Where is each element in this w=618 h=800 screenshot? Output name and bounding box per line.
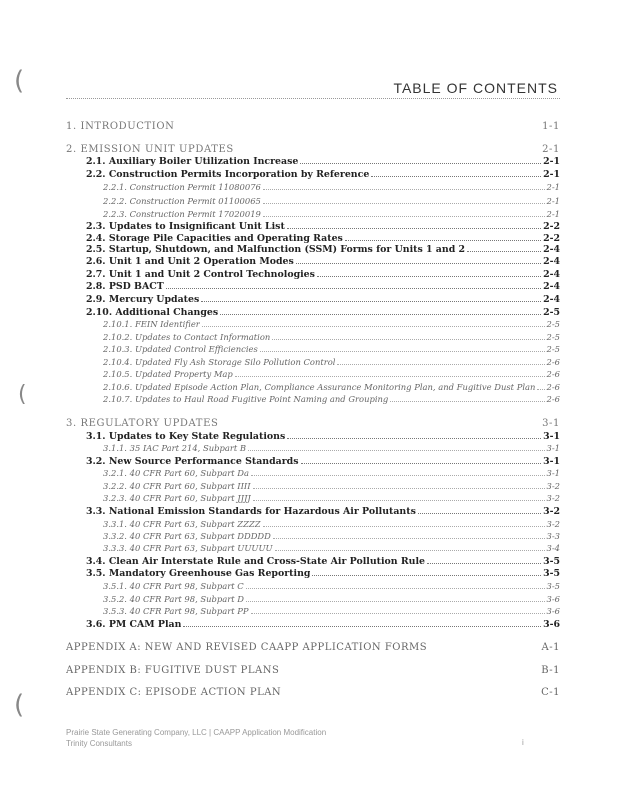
toc-entry-page: 3-2 xyxy=(543,506,560,517)
toc-entry[interactable] xyxy=(66,269,560,281)
toc-entry[interactable] xyxy=(66,156,560,168)
toc-entry-page: 2-6 xyxy=(546,382,560,392)
toc-entry-page: 2-1 xyxy=(546,182,560,192)
toc-entry-page: 2-4 xyxy=(543,294,560,305)
toc-entry[interactable] xyxy=(66,244,560,256)
toc-entry-title: 2.10.2. Updates to Contact Information xyxy=(103,332,271,342)
toc-entry[interactable] xyxy=(66,642,560,654)
toc-entry-title: 2.5. Startup, Shutdown, and Malfunction (SSM) Forms for Units 1 and 2 xyxy=(86,244,466,255)
toc-entry-title: 2.10. Additional Changes xyxy=(86,307,219,318)
page-footer xyxy=(66,727,326,749)
toc-entry-title: 2.10.5. Updated Property Map xyxy=(103,369,233,379)
toc-entry-title: 2.2.1. Construction Permit 11080076 xyxy=(103,182,261,192)
toc-entry[interactable] xyxy=(66,493,560,505)
toc-entry-page: 2-1 xyxy=(542,144,560,155)
toc-entry-title: 2.2.3. Construction Permit 17020019 xyxy=(103,209,261,219)
dot-leader xyxy=(418,513,541,514)
toc-entry-title: 3.4. Clean Air Interstate Rule and Cross-State Air Pollution Rule xyxy=(86,556,426,567)
toc-entry-page: 2-1 xyxy=(543,169,560,180)
toc-entry-page: 3-5 xyxy=(543,568,560,579)
dot-leader xyxy=(253,500,545,501)
toc-entry-page: 3-1 xyxy=(543,431,560,442)
toc-entry-title: 2.9. Mercury Updates xyxy=(86,294,200,305)
toc-entry-title: 2.1. Auxiliary Boiler Utilization Increase xyxy=(86,156,299,167)
toc-entry[interactable] xyxy=(66,581,560,593)
toc-entry-page: 2-2 xyxy=(543,233,560,244)
toc-entry-page: 3-3 xyxy=(546,531,560,541)
toc-entry[interactable] xyxy=(66,382,560,394)
toc-entry[interactable] xyxy=(66,418,560,430)
toc-entry-title: 3.5. Mandatory Greenhouse Gas Reporting xyxy=(86,568,311,579)
toc-entry-title: APPENDIX A: NEW AND REVISED CAAPP APPLICATION FORMS xyxy=(66,642,428,653)
toc-entry-page: 3-1 xyxy=(543,456,560,467)
toc-entry-title: 2.10.4. Updated Fly Ash Storage Silo Pollution Control xyxy=(103,357,336,367)
toc-entry[interactable] xyxy=(66,144,560,156)
dot-leader xyxy=(246,588,545,589)
dot-leader xyxy=(273,538,545,539)
toc-entry-title: 2.10.3. Updated Control Efficiencies xyxy=(103,344,258,354)
toc-entry-title: 2.10.1. FEIN Identifier xyxy=(103,319,200,329)
binder-hole-mark-icon: ( xyxy=(14,66,25,96)
toc-entry[interactable] xyxy=(66,169,560,181)
toc-entry-title: 3. REGULATORY UPDATES xyxy=(66,418,219,429)
dot-leader xyxy=(371,176,541,177)
dot-leader xyxy=(251,613,545,614)
toc-entry[interactable] xyxy=(66,256,560,268)
dot-leader xyxy=(275,550,545,551)
dot-leader xyxy=(235,376,545,377)
dot-leader xyxy=(337,364,544,365)
toc-entry-title: 2.10.6. Updated Episode Action Plan, Compliance Assurance Monitoring Plan, and Fugitive Dust Plan xyxy=(103,382,536,392)
toc-entry-title: 3.3.3. 40 CFR Part 63, Subpart UUUUU xyxy=(103,543,273,553)
toc-entry[interactable] xyxy=(66,357,560,369)
toc-entry-page: 3-6 xyxy=(543,619,560,630)
toc-entry[interactable] xyxy=(66,543,560,555)
toc-entry[interactable] xyxy=(66,606,560,618)
dot-leader xyxy=(202,326,545,327)
toc-entry[interactable] xyxy=(66,221,560,233)
toc-entry[interactable] xyxy=(66,182,560,194)
toc-entry-title: 3.3.1. 40 CFR Part 63, Subpart ZZZZ xyxy=(103,519,261,529)
toc-entry-page: 3-2 xyxy=(546,519,560,529)
toc-entry-title: 2.10.7. Updates to Haul Road Fugitive Point Naming and Grouping xyxy=(103,394,389,404)
toc-entry[interactable] xyxy=(66,506,560,518)
toc-entry-page: 3-2 xyxy=(546,493,560,503)
toc-entry-title: 3.3.2. 40 CFR Part 63, Subpart DDDDD xyxy=(103,531,271,541)
toc-entry[interactable] xyxy=(66,196,560,208)
toc-entry-page: 3-5 xyxy=(546,581,560,591)
toc-entry[interactable] xyxy=(66,665,560,677)
toc-entry-page: B-1 xyxy=(541,665,560,676)
dot-leader xyxy=(272,339,544,340)
toc-entry-title: 2.2. Construction Permits Incorporation by Reference xyxy=(86,169,370,180)
dot-leader xyxy=(263,526,545,527)
toc-entry-page: 2-6 xyxy=(546,369,560,379)
binder-hole-mark-icon: ( xyxy=(14,690,25,720)
dot-leader xyxy=(296,263,541,264)
toc-entry[interactable] xyxy=(66,456,560,468)
toc-entry-page: 2-6 xyxy=(546,394,560,404)
toc-entry[interactable] xyxy=(66,619,560,631)
dot-leader xyxy=(427,563,541,564)
toc-entry[interactable] xyxy=(66,431,560,443)
dot-leader xyxy=(263,189,545,190)
toc-entry-title: 3.5.1. 40 CFR Part 98, Subpart C xyxy=(103,581,244,591)
toc-entry-title: 2.2.2. Construction Permit 01100065 xyxy=(103,196,261,206)
toc-entry-page: A-1 xyxy=(541,642,560,653)
toc-entry-title: 3.1.1. 35 IAC Part 214, Subpart B xyxy=(103,443,247,453)
toc-entry-page: C-1 xyxy=(541,687,560,698)
dot-leader xyxy=(345,240,541,241)
toc-entry[interactable] xyxy=(66,281,560,293)
toc-entry[interactable] xyxy=(66,307,560,319)
toc-entry-title: 2.3. Updates to Insignificant Unit List xyxy=(86,221,285,232)
dot-leader xyxy=(287,438,541,439)
toc-entry[interactable] xyxy=(66,319,560,331)
toc-entry-page: 2-4 xyxy=(543,269,560,280)
toc-entry[interactable] xyxy=(66,468,560,480)
toc-entry[interactable] xyxy=(66,568,560,580)
toc-entry[interactable] xyxy=(66,443,560,455)
dot-leader xyxy=(253,488,545,489)
page-title: TABLE OF CONTENTS xyxy=(393,80,558,96)
dot-leader xyxy=(263,203,545,204)
toc-entry-page: 3-1 xyxy=(546,443,560,453)
toc-entry-title: 3.2.1. 40 CFR Part 60, Subpart Da xyxy=(103,468,249,478)
toc-entry[interactable] xyxy=(66,369,560,381)
dot-leader xyxy=(301,463,542,464)
dot-leader xyxy=(220,314,541,315)
toc-entry-page: 3-5 xyxy=(543,556,560,567)
toc-entry-page: 3-6 xyxy=(546,594,560,604)
dot-leader xyxy=(537,389,544,390)
toc-entry-title: 3.2. New Source Performance Standards xyxy=(86,456,299,467)
toc-entry[interactable] xyxy=(66,209,560,221)
toc-entry-page: 2-1 xyxy=(546,209,560,219)
dot-leader xyxy=(312,575,541,576)
toc-entry-page: 2-1 xyxy=(546,196,560,206)
toc-entry-page: 2-5 xyxy=(546,332,560,342)
toc-entry-title: 2.6. Unit 1 and Unit 2 Operation Modes xyxy=(86,256,294,267)
toc-entry[interactable] xyxy=(66,344,560,356)
toc-entry[interactable] xyxy=(66,294,560,306)
toc-entry-page: 2-4 xyxy=(543,244,560,255)
toc-entry-page: 3-6 xyxy=(546,606,560,616)
toc-entry-title: 3.5.2. 40 CFR Part 98, Subpart D xyxy=(103,594,244,604)
toc-entry-title: 2. EMISSION UNIT UPDATES xyxy=(66,144,234,155)
dot-leader xyxy=(166,288,541,289)
toc-entry-title: 3.5.3. 40 CFR Part 98, Subpart PP xyxy=(103,606,249,616)
toc-entry-title: 3.6. PM CAM Plan xyxy=(86,619,182,630)
toc-entry-title: APPENDIX C: EPISODE ACTION PLAN xyxy=(66,687,282,698)
dot-leader xyxy=(248,450,544,451)
toc-entry-page: 2-4 xyxy=(543,281,560,292)
footer-company: Prairie State Generating Company, LLC | CAAPP Application Modification xyxy=(66,728,327,737)
toc-entry-page: 3-1 xyxy=(542,418,560,429)
toc-entry-page: 2-4 xyxy=(543,256,560,267)
dot-leader xyxy=(300,163,541,164)
toc-entry-page: 2-6 xyxy=(546,357,560,367)
dot-leader xyxy=(246,601,545,602)
toc-entry-page: 1-1 xyxy=(542,121,560,132)
toc-entry-page: 3-2 xyxy=(546,481,560,491)
binder-hole-mark-icon: ( xyxy=(18,382,27,407)
toc-entry-page: 3-4 xyxy=(546,543,560,553)
dot-leader xyxy=(183,626,541,627)
toc-entry-page: 3-1 xyxy=(546,468,560,478)
footer-consultant: Trinity Consultants xyxy=(66,739,132,748)
toc-entry[interactable] xyxy=(66,687,560,699)
toc-entry-page: 2-1 xyxy=(543,156,560,167)
toc-entry-page: 2-5 xyxy=(546,344,560,354)
toc-entry[interactable] xyxy=(66,394,560,406)
toc-entry[interactable] xyxy=(66,519,560,531)
toc-entry[interactable] xyxy=(66,332,560,344)
dot-leader xyxy=(260,351,545,352)
toc-entry-title: 2.8. PSD BACT xyxy=(86,281,164,292)
toc-entry[interactable] xyxy=(66,121,560,133)
toc-entry-title: 3.1. Updates to Key State Regulations xyxy=(86,431,286,442)
toc-entry-title: 3.3. National Emission Standards for Hazardous Air Pollutants xyxy=(86,506,416,517)
toc-entry-title: 2.4. Storage Pile Capacities and Operating Rates xyxy=(86,233,343,244)
toc-entry-title: APPENDIX B: FUGITIVE DUST PLANS xyxy=(66,665,280,676)
toc-entry-title: 2.7. Unit 1 and Unit 2 Control Technologies xyxy=(86,269,315,280)
toc-entry[interactable] xyxy=(66,481,560,493)
toc-entry-title: 3.2.3. 40 CFR Part 60, Subpart JJJJ xyxy=(103,493,251,503)
toc-entry[interactable] xyxy=(66,556,560,568)
toc-entry-page: 2-2 xyxy=(543,221,560,232)
dot-leader xyxy=(317,276,541,277)
page-number: i xyxy=(522,738,524,747)
dot-leader xyxy=(263,216,545,217)
toc-entry-title: 3.2.2. 40 CFR Part 60, Subpart IIII xyxy=(103,481,251,491)
toc-entry-page: 2-5 xyxy=(546,319,560,329)
dot-leader xyxy=(251,475,545,476)
dot-leader xyxy=(390,401,544,402)
toc-entry[interactable] xyxy=(66,531,560,543)
toc-entry-title: 1. INTRODUCTION xyxy=(66,121,175,132)
toc-entry[interactable] xyxy=(66,594,560,606)
dot-leader xyxy=(287,228,541,229)
dot-leader xyxy=(467,251,541,252)
dot-leader xyxy=(201,301,541,302)
title-divider xyxy=(66,98,560,99)
toc-entry-page: 2-5 xyxy=(543,307,560,318)
